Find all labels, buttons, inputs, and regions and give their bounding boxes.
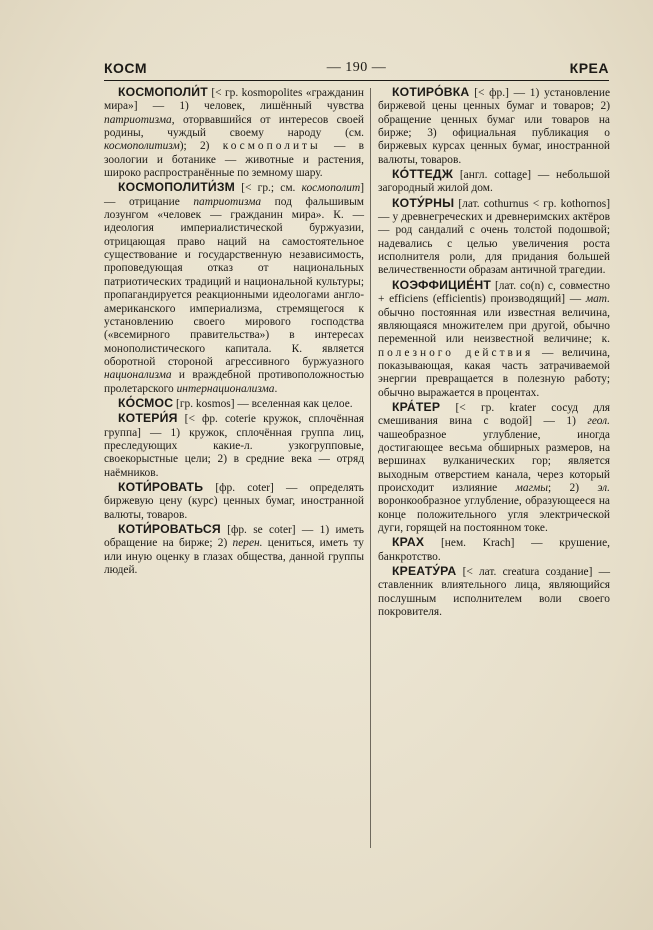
entry-definition-text: под фальшивым лозунгом «человек — гражданин мира». К. — идеология империалистической буржуазии, отрицающая право наций на самостоятельное существование и государственную независимость, проповедующая отказ от национальных патриотических традиций и национальной культуры; пропагандируется реакционными идеологами англо-американского империализма, стремящегося к установлению своего мирового господства («всемирного правительства») в интересах монополистического капитала. К. является оборотной стороной агрессивного буржуазного [104,195,364,368]
entry-headword: КОСМОПОЛИ́Т [118,85,208,99]
entry-italic-text: патриотизма [104,113,172,126]
entry-headword: КОТУ́РНЫ [392,195,455,210]
entry-definition-text: [< фр. coterie кружок, сплочённая группа] — 1) кружок, сплочённая группа лиц, преследующих какие-л. узкогрупповые, своекорыстные цели; 2) в средние века — отряд наёмников. [104,413,364,479]
entry-headword: КРЕАТУ́РА [392,564,457,579]
entry-italic-text: эл. [597,481,610,494]
entry-definition-text: [< лат. creatura создание] — ставленник влиятельного лица, являющийся послушным исполнителем воли своего покровителя. [378,566,610,619]
entry-definition-text: [< фр.] — 1) установление биржевой цены ценных бумаг и товаров; 2) обращение ценных бумаг или товаров на бирже; 3) официальная публикация о биржевых курсах ценных бумаг, иностранной валюты, товаров. [378,87,610,166]
dictionary-entry [378,197,610,278]
dictionary-entry [104,523,364,577]
entry-definition-text: чашеобразное углубление, иногда достигающее весьма обширных размеров, на вершинах вулканических гор; является выходным отверстием канала, через который происходит излияние [378,428,610,494]
entry-italic-text: космополит [301,182,361,195]
entry-definition-text: , оторвавшийся от интересов своей родины, чуждый своему народу (см. [104,113,364,140]
dictionary-entry [378,168,610,196]
entry-definition-text: [< гр. kosmopolites «гражданин мира»] — 1) человек, лишённый чувства [104,87,364,113]
dictionary-entry [378,86,610,167]
entry-italic-text: интернационализма [176,382,275,395]
entry-headword: КОТИ́РОВАТЬСЯ [118,522,221,536]
entry-headword: КОТЕРИ́Я [118,411,178,426]
header-rule [104,80,609,81]
dictionary-entry [378,279,610,400]
entry-spaced-term: полезного действия [378,346,534,359]
entry-italic-text: магмы [515,481,549,494]
dictionary-entry [104,181,364,396]
entry-definition-text: — в зоологии и ботанике — животные и растения, широко распространённые по земному шару. [104,140,364,180]
entry-definition-text: [лат. co(n) с, совместно + efficiens (efficientis) производящий] — [378,279,610,306]
entry-definition-text: . [274,382,278,395]
dictionary-entry [378,565,610,619]
entry-spaced-term: космополиты [222,140,321,153]
entry-definition-text: [< гр. krater сосуд для смешивания вина с водой] — 1) [378,401,610,428]
entry-definition-text: обычно постоянная или известная величина, являющаяся множителем при другой, обычно переменной или неизвестной величине; к. [378,306,610,346]
entry-definition-text: [< гр.; см. [235,182,302,195]
entry-italic-text: перен. [232,537,263,550]
entry-definition-text: [гр. kosmos] — вселенная как целое. [173,397,353,410]
right-column [378,86,610,620]
entry-italic-text: национализма [104,369,172,382]
entry-definition-text: ); 2) [179,140,223,153]
entry-definition-text: и враждебной противоположностью пролетарского [104,369,364,395]
entry-headword: КОТИ́РОВАТЬ [118,479,204,494]
entry-definition-text: цениться, иметь ту или иную оценку в глазах общества, данной группы людей. [104,537,364,577]
entry-italic-text: патриотизма [193,195,262,208]
entry-headword: КО́ТТЕДЖ [392,167,454,182]
running-header [104,58,609,80]
entry-definition-text: воронкообразное углубление, образующееся на конце положительного угля электрической дуги, горящей на постоянном токе. [378,495,610,534]
dictionary-entry [104,86,364,180]
dictionary-entry [378,536,610,564]
entry-definition-text: [лат. cothurnus < гр. kothornos] — у древнегреческих и древнеримских актёров — род сандалий с очень толстой подошвой; надевались с целью увеличения роста исполнителя роли, для придания большей величественности образам античной трагедии. [378,197,610,277]
column-divider [370,88,371,848]
entry-headword: КОТИРО́ВКА [392,85,470,99]
entry-headword: КРА́ТЕР [392,399,441,414]
left-column [104,86,364,578]
entry-headword: КО́СМОС [118,395,174,410]
entry-definition-text: [англ. cottage] — небольшой загородный жилой дом. [378,169,610,195]
dictionary-entry [104,481,364,522]
entry-italic-text: мат. [585,293,610,306]
entry-definition-text: [нем. Krach] — крушение, банкротство. [378,537,610,563]
dictionary-entry [378,401,610,535]
dictionary-entry [104,397,364,411]
header-right-guide-word: КРЕА [569,60,609,76]
entry-headword: КОЭФФИЦИЕ́НТ [392,277,492,292]
entry-definition-text: [фр. coter] — определять биржевую цену (курс) ценных бумаг, иностранной валюты, товаров. [104,481,364,521]
entry-headword: КОСМОПОЛИТИ́ЗМ [118,180,236,195]
entry-definition-text: — величина, показывающая, какая часть затрачиваемой энергии превращается в полезную работу; обычно выражается в процентах. [378,346,611,399]
entry-italic-text: геол. [587,415,610,428]
page-number: — 190 — [326,60,387,75]
entry-definition-text: ] — отрицание [104,182,364,208]
header-left-guide-word: КОСМ [104,60,148,76]
entry-definition-text: ; 2) [548,481,598,494]
entry-definition-text: [фр. se coter] — 1) иметь обращение на бирже; 2) [104,524,364,550]
entry-headword: КРАХ [392,535,425,550]
entry-italic-text: космополитизм [104,140,180,153]
dictionary-entry [104,412,364,480]
